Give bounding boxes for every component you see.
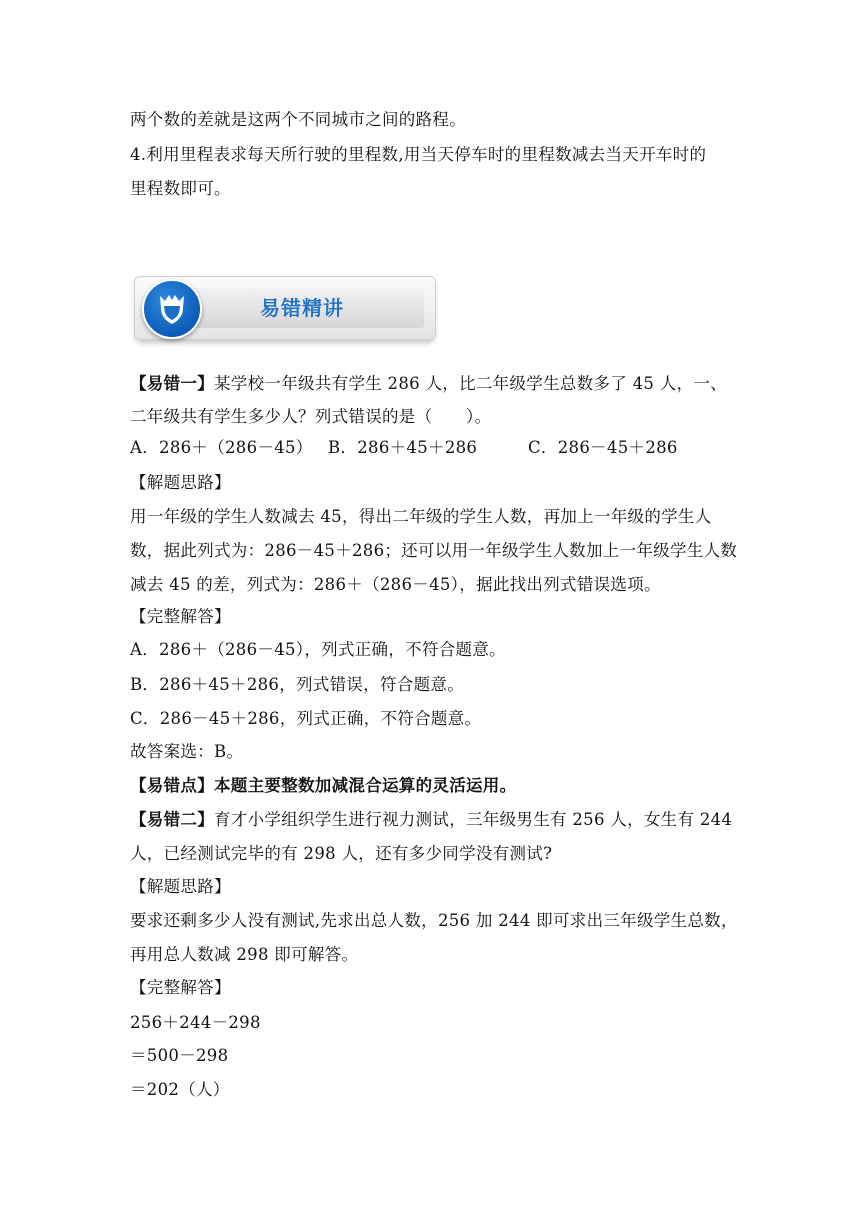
- error2-thinking-line-2: 再用总人数减 298 即可解答。: [130, 945, 359, 964]
- intro-line-3: 里程数即可。: [130, 179, 231, 198]
- section-banner: [130, 272, 436, 352]
- error1-question-line-2: 二年级共有学生多少人？列式错误的是（ ）。: [130, 407, 492, 426]
- error2-calc-line-1: 256＋244－298: [130, 1013, 261, 1032]
- error2-calc-line-2: ＝500－298: [130, 1046, 229, 1065]
- banner-title: 易错精讲: [260, 296, 344, 320]
- error1-answer-line-4: 故答案选：B。: [130, 742, 244, 761]
- error2-answer-heading: 【完整解答】: [130, 978, 231, 997]
- intro-line-2: 4.利用里程表求每天所行驶的里程数,用当天停车时的里程数减去当天开车时的: [130, 145, 707, 164]
- error1-thinking-line-2: 数，据此列式为：286－45＋286；还可以用一年级学生人数加上一年级学生人数: [130, 541, 738, 560]
- error1-thinking-line-1: 用一年级的学生人数减去 45，得出二年级的学生人数，再加上一年级的学生人: [130, 507, 712, 526]
- option-c: C．286－45＋286: [528, 438, 678, 457]
- error1-answer-line-1: A．286＋（286－45），列式正确，不符合题意。: [130, 640, 506, 659]
- option-b: B．286＋45＋286: [328, 438, 478, 457]
- error1-thinking-heading: 【解题思路】: [130, 473, 231, 492]
- error1-error-point: 【易错点】本题主要整数加减混合运算的灵活运用。: [130, 776, 517, 795]
- error1-answer-heading: 【完整解答】: [130, 607, 231, 626]
- option-a: A．286＋（286－45）: [130, 438, 313, 457]
- error1-thinking-line-3: 减去 45 的差，列式为：286＋（286－45），据此找出列式错误选项。: [130, 575, 661, 594]
- error1-answer-line-2: B．286＋45＋286，列式错误，符合题意。: [130, 675, 465, 694]
- error1-answer-line-3: C．286－45＋286，列式正确，不符合题意。: [130, 709, 482, 728]
- error-label: 【易错一】: [130, 374, 214, 393]
- intro-line-1: 两个数的差就是这两个不同城市之间的路程。: [130, 110, 466, 129]
- error2-calc-line-3: ＝202（人）: [130, 1080, 230, 1099]
- error1-question-line-1: 【易错一】某学校一年级共有学生 286 人，比二年级学生总数多了 45 人，一、: [130, 374, 727, 393]
- error2-question-line-1: 【易错二】育才小学组织学生进行视力测试，三年级男生有 256 人，女生有 244: [130, 810, 733, 829]
- error-label: 【易错二】: [130, 810, 214, 829]
- shield-crown-icon: [142, 279, 202, 339]
- banner-reflection: [140, 340, 430, 350]
- error2-thinking-heading: 【解题思路】: [130, 877, 231, 896]
- error2-thinking-line-1: 要求还剩多少人没有测试,先求出总人数，256 加 244 即可求出三年级学生总数，: [130, 911, 738, 930]
- error2-question-line-2: 人，已经测试完毕的有 298 人，还有多少同学没有测试?: [130, 844, 553, 863]
